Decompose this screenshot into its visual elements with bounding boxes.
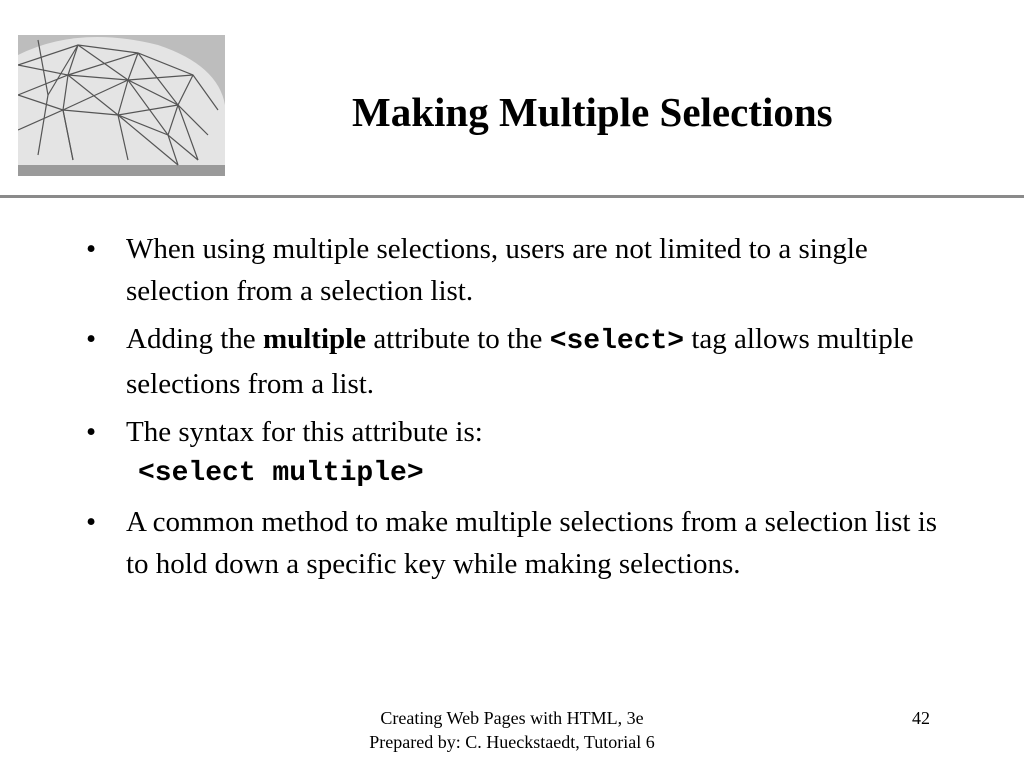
bullet-icon: •: [86, 323, 97, 355]
footer-line-1: Creating Web Pages with HTML, 3e: [380, 708, 644, 728]
bullet-icon: •: [86, 416, 97, 448]
title-divider: [0, 195, 1024, 198]
list-item: [86, 228, 966, 312]
bullet-text-pre: Adding the: [126, 323, 263, 355]
footer-line-2: Prepared by: C. Hueckstaedt, Tutorial 6: [369, 732, 655, 752]
logo-image: [18, 35, 225, 176]
bullet-text-mid: attribute to the: [366, 323, 550, 355]
list-item: [86, 501, 966, 585]
bullet-text: A common method to make multiple selections from a selection list is to hold down a specific key while making selections.: [126, 506, 938, 580]
bullet-text-post: tag allows multiple selections from a list.: [126, 323, 914, 400]
bullet-code: <select>: [549, 326, 685, 357]
list-item: [86, 318, 966, 405]
page-title: Making Multiple Selections: [352, 89, 833, 135]
bullet-text: When using multiple selections, users are not limited to a single selection from a selection list.: [126, 233, 868, 307]
page-number: 42: [912, 708, 930, 728]
bullet-list: [86, 228, 966, 591]
bullet-icon: •: [86, 233, 97, 265]
list-item: [86, 411, 966, 453]
bullet-text-bold: multiple: [262, 323, 367, 355]
footer: [0, 706, 1024, 754]
bullet-icon: •: [86, 506, 97, 538]
geodesic-dome-icon: [18, 35, 225, 176]
syntax-example: <select multiple>: [138, 458, 424, 489]
bullet-text: The syntax for this attribute is:: [126, 416, 483, 448]
